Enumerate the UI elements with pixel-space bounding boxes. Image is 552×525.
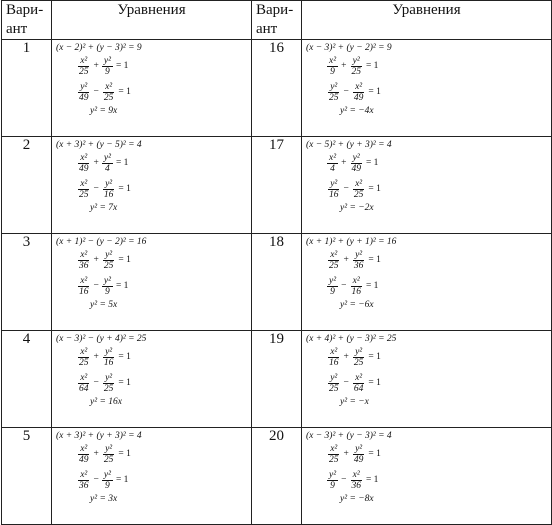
fraction: [349, 276, 363, 297]
fraction: [102, 470, 113, 491]
fraction: [352, 347, 366, 368]
circle-equation: (x + 1)² − (y − 2)² = 16: [56, 237, 147, 247]
ellipse-equation: [326, 53, 551, 79]
fraction: [102, 444, 116, 465]
numerator: y²: [103, 152, 111, 163]
circle-equation: (x + 3)² + (y + 3)² = 4: [56, 431, 142, 441]
variant-header-left: [2, 1, 52, 40]
variant-number: 18: [252, 234, 302, 331]
variant-number: 3: [2, 234, 52, 331]
numerator: x²: [330, 346, 338, 357]
denominator: 16: [329, 189, 339, 200]
fraction: [352, 444, 366, 465]
numerator: x²: [80, 443, 88, 454]
denominator: 16: [79, 286, 89, 297]
numerator: y²: [355, 443, 363, 454]
equations-header-right: Уравнения: [302, 1, 552, 40]
rhs: = 1: [365, 475, 379, 485]
ellipse-equation: [76, 150, 251, 176]
denominator: 36: [79, 260, 89, 271]
numerator: y²: [105, 346, 113, 357]
numerator: y²: [355, 346, 363, 357]
parabola-equation: y² = −8x: [340, 494, 374, 504]
fraction: [327, 179, 341, 200]
hyperbola-equation: [76, 176, 251, 202]
rhs: = 1: [368, 352, 381, 362]
operator: −: [343, 378, 349, 388]
denominator: 36: [351, 480, 361, 491]
rhs: = 1: [115, 158, 129, 168]
numerator: x²: [352, 275, 360, 286]
fraction: [77, 276, 91, 297]
operator: +: [341, 61, 347, 71]
operator: +: [343, 352, 349, 362]
fraction: [77, 250, 91, 271]
numerator: y²: [355, 249, 363, 260]
fraction: [327, 276, 338, 297]
circle-equation: (x − 3)² + (y − 2)² = 9: [306, 43, 392, 53]
numerator: y²: [105, 372, 113, 383]
fraction: [352, 250, 366, 271]
hyperbola-equation: [76, 273, 251, 299]
operator: +: [93, 61, 99, 71]
variant-number: 4: [2, 331, 52, 428]
circle-equation: (x + 4)² + (y − 3)² = 25: [306, 334, 397, 344]
fraction: [327, 82, 341, 103]
rhs: = 1: [118, 184, 131, 194]
equations-cell: [52, 40, 252, 137]
rhs: = 1: [118, 87, 131, 97]
denominator: 4: [330, 163, 335, 174]
numerator: x²: [352, 469, 360, 480]
numerator: x²: [80, 346, 88, 357]
rhs: = 1: [115, 281, 129, 291]
parabola-equation: y² = 9x: [90, 106, 118, 116]
numerator: x²: [80, 55, 88, 66]
operator: −: [343, 184, 349, 194]
denominator: 49: [353, 454, 364, 465]
circle-equation: (x + 1)² + (y + 1)² = 16: [306, 237, 397, 247]
rhs: = 1: [115, 475, 129, 485]
parabola-equation: y² = −x: [340, 397, 369, 407]
denominator: 25: [329, 92, 339, 103]
fraction: [77, 179, 91, 200]
operator: −: [341, 281, 347, 291]
equations-cell: [302, 137, 552, 234]
fraction: [327, 373, 341, 394]
variant-number: 20: [252, 428, 302, 525]
fraction: [102, 82, 116, 103]
denominator: 16: [351, 286, 361, 297]
rhs: = 1: [365, 158, 379, 168]
parabola-equation: y² = −6x: [340, 300, 374, 310]
numerator: x²: [355, 372, 363, 383]
fraction: [352, 82, 366, 103]
rhs: = 1: [118, 255, 131, 265]
ellipse-equation: [326, 441, 551, 467]
parabola-equation: y² = −4x: [340, 106, 374, 116]
header-row: [2, 1, 552, 40]
rhs: = 1: [115, 61, 129, 71]
operator: +: [93, 449, 99, 459]
hyperbola-equation: [326, 176, 551, 202]
circle-equation: (x − 2)² + (y − 3)² = 9: [56, 43, 142, 53]
numerator: y²: [103, 55, 111, 66]
denominator: 49: [79, 92, 89, 103]
fraction: [102, 179, 116, 200]
circle-equation: (x − 3)² − (y + 4)² = 25: [56, 334, 147, 344]
fraction: [327, 444, 341, 465]
numerator: x²: [80, 469, 88, 480]
variant-header-right: [252, 1, 302, 40]
equations-cell: [52, 234, 252, 331]
numerator: x²: [329, 152, 337, 163]
denominator: 4: [105, 163, 110, 174]
fraction: [102, 56, 113, 77]
fraction: [77, 153, 91, 174]
numerator: x²: [80, 152, 88, 163]
variant-number: 2: [2, 137, 52, 234]
rhs: = 1: [368, 184, 381, 194]
denominator: 25: [329, 260, 339, 271]
rhs: = 1: [368, 255, 381, 265]
operator: −: [343, 87, 349, 97]
denominator: 36: [353, 260, 364, 271]
table-row: [2, 137, 552, 234]
rhs: = 1: [365, 61, 379, 71]
numerator: x²: [80, 275, 88, 286]
rhs: = 1: [118, 449, 131, 459]
numerator: x²: [80, 372, 88, 383]
numerator: x²: [355, 81, 363, 92]
hyperbola-equation: [326, 79, 551, 105]
hyperbola-equation: [76, 79, 251, 105]
variant-number: 17: [252, 137, 302, 234]
denominator: 25: [329, 383, 339, 394]
denominator: 25: [103, 383, 114, 394]
table-row: [2, 428, 552, 525]
operator: −: [341, 475, 347, 485]
operator: −: [93, 184, 99, 194]
numerator: y²: [330, 372, 338, 383]
circle-equation: (x − 3)² + (y − 3)² = 4: [306, 431, 392, 441]
variant-number: 1: [2, 40, 52, 137]
variant-header-line1: Вари-: [6, 2, 44, 18]
equations-cell: [302, 331, 552, 428]
variant-number: 19: [252, 331, 302, 428]
denominator: 25: [351, 66, 361, 77]
numerator: y²: [330, 178, 338, 189]
denominator: 9: [330, 286, 335, 297]
ellipse-equation: [326, 247, 551, 273]
numerator: x²: [330, 249, 338, 260]
numerator: x²: [105, 81, 113, 92]
equations-cell: [302, 428, 552, 525]
ellipse-equation: [326, 344, 551, 370]
numerator: y²: [103, 469, 111, 480]
fraction: [327, 470, 338, 491]
numerator: y²: [352, 55, 360, 66]
equations-table: [1, 0, 552, 525]
variant-number: 5: [2, 428, 52, 525]
denominator: 9: [105, 286, 110, 297]
hyperbola-equation: [76, 467, 251, 493]
fraction: [102, 250, 116, 271]
fraction: [327, 153, 338, 174]
parabola-equation: y² = 7x: [90, 203, 118, 213]
operator: −: [93, 378, 99, 388]
denominator: 64: [79, 383, 89, 394]
denominator: 9: [105, 66, 110, 77]
denominator: 25: [79, 357, 89, 368]
fraction: [77, 470, 91, 491]
ellipse-equation: [326, 150, 551, 176]
denominator: 25: [103, 454, 114, 465]
denominator: 25: [329, 454, 339, 465]
equations-header-left: Уравнения: [52, 1, 252, 40]
operator: +: [93, 352, 99, 362]
fraction: [102, 347, 116, 368]
parabola-equation: y² = −2x: [340, 203, 374, 213]
ellipse-equation: [76, 53, 251, 79]
ellipse-equation: [76, 247, 251, 273]
numerator: x²: [80, 249, 88, 260]
denominator: 25: [103, 260, 114, 271]
parabola-equation: y² = 3x: [90, 494, 118, 504]
operator: +: [93, 158, 99, 168]
denominator: 25: [353, 357, 364, 368]
ellipse-equation: [76, 441, 251, 467]
fraction: [77, 373, 91, 394]
variant-number: 16: [252, 40, 302, 137]
parabola-equation: y² = 5x: [90, 300, 118, 310]
operator: −: [93, 475, 99, 485]
circle-equation: (x + 3)² + (y − 5)² = 4: [56, 140, 142, 150]
fraction: [102, 153, 113, 174]
equations-cell: [52, 331, 252, 428]
denominator: 25: [79, 189, 89, 200]
table-row: [2, 331, 552, 428]
operator: +: [341, 158, 347, 168]
denominator: 36: [79, 480, 89, 491]
fraction: [77, 82, 91, 103]
denominator: 16: [103, 189, 114, 200]
equations-cell: [302, 40, 552, 137]
fraction: [102, 276, 113, 297]
hyperbola-equation: [326, 273, 551, 299]
numerator: y²: [103, 275, 111, 286]
numerator: x²: [330, 443, 338, 454]
rhs: = 1: [118, 378, 131, 388]
fraction: [352, 373, 366, 394]
numerator: y²: [329, 275, 337, 286]
numerator: y²: [330, 81, 338, 92]
variant-header-line2: ант: [256, 21, 278, 37]
hyperbola-equation: [76, 370, 251, 396]
numerator: x²: [355, 178, 363, 189]
equations-cell: [52, 137, 252, 234]
fraction: [77, 56, 91, 77]
numerator: x²: [80, 178, 88, 189]
denominator: 25: [103, 92, 114, 103]
fraction: [102, 373, 116, 394]
fraction: [352, 179, 366, 200]
operator: −: [93, 281, 99, 291]
denominator: 49: [351, 163, 361, 174]
ellipse-equation: [76, 344, 251, 370]
operator: +: [93, 255, 99, 265]
operator: −: [93, 87, 99, 97]
denominator: 16: [103, 357, 114, 368]
denominator: 9: [330, 66, 335, 77]
table-row: [2, 40, 552, 137]
denominator: 9: [105, 480, 110, 491]
denominator: 16: [329, 357, 339, 368]
denominator: 49: [79, 454, 89, 465]
rhs: = 1: [368, 378, 381, 388]
fraction: [327, 56, 338, 77]
numerator: y²: [80, 81, 88, 92]
variant-header-line1: Вари-: [256, 2, 294, 18]
numerator: y²: [352, 152, 360, 163]
operator: +: [343, 255, 349, 265]
hyperbola-equation: [326, 370, 551, 396]
hyperbola-equation: [326, 467, 551, 493]
rhs: = 1: [368, 87, 381, 97]
fraction: [77, 444, 91, 465]
numerator: y²: [105, 443, 113, 454]
denominator: 49: [79, 163, 89, 174]
table-row: [2, 234, 552, 331]
equations-cell: [52, 428, 252, 525]
numerator: y²: [105, 178, 113, 189]
fraction: [327, 347, 341, 368]
fraction: [349, 56, 363, 77]
denominator: 9: [330, 480, 335, 491]
operator: +: [343, 449, 349, 459]
fraction: [77, 347, 91, 368]
fraction: [349, 153, 363, 174]
parabola-equation: y² = 16x: [90, 397, 122, 407]
numerator: y²: [105, 249, 113, 260]
circle-equation: (x − 5)² + (y + 3)² = 4: [306, 140, 392, 150]
rhs: = 1: [368, 449, 381, 459]
rhs: = 1: [365, 281, 379, 291]
denominator: 25: [79, 66, 89, 77]
fraction: [327, 250, 341, 271]
denominator: 25: [353, 189, 364, 200]
variant-header-line2: ант: [6, 21, 28, 37]
equations-cell: [302, 234, 552, 331]
numerator: y²: [329, 469, 337, 480]
fraction: [349, 470, 363, 491]
denominator: 49: [353, 92, 364, 103]
rhs: = 1: [118, 352, 131, 362]
numerator: x²: [329, 55, 337, 66]
denominator: 64: [353, 383, 364, 394]
